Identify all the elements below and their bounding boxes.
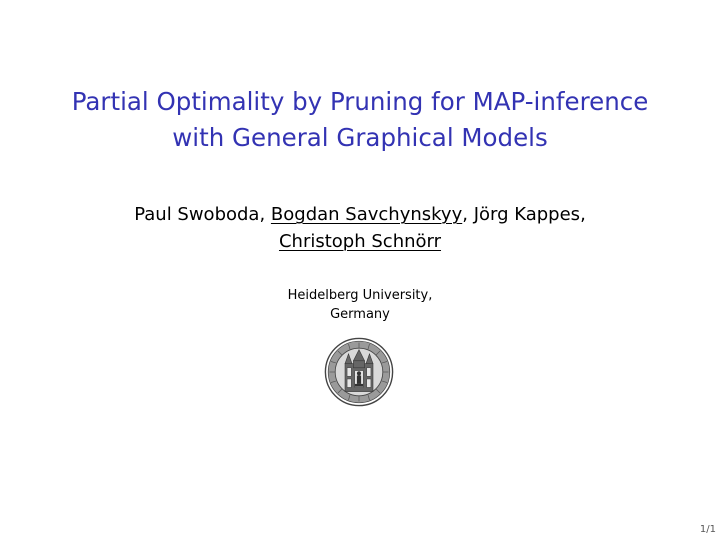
author-line-1 xyxy=(0,201,720,228)
author-separator: , xyxy=(580,204,586,225)
author-paul-swoboda: Paul Swoboda xyxy=(134,204,260,225)
author-list xyxy=(0,201,720,255)
author-separator: , xyxy=(259,204,271,225)
affiliation-country: Germany xyxy=(330,307,390,322)
university-seal-icon xyxy=(324,337,394,407)
title-line-1: Partial Optimality by Pruning for MAP-inference xyxy=(71,87,649,116)
affiliation xyxy=(0,286,720,324)
author-separator: , xyxy=(462,204,474,225)
slide-title xyxy=(0,84,720,156)
author-jorg-kappes: Jörg Kappes xyxy=(473,204,581,225)
author-line-2 xyxy=(0,228,720,255)
title-line-2: with General Graphical Models xyxy=(172,123,548,152)
affiliation-institution: Heidelberg University, xyxy=(287,288,433,303)
author-bogdan-savchynskyy: Bogdan Savchynskyy xyxy=(270,204,463,225)
author-christoph-schnorr: Christoph Schnörr xyxy=(278,231,442,252)
page-number: 1/1 xyxy=(699,524,716,535)
